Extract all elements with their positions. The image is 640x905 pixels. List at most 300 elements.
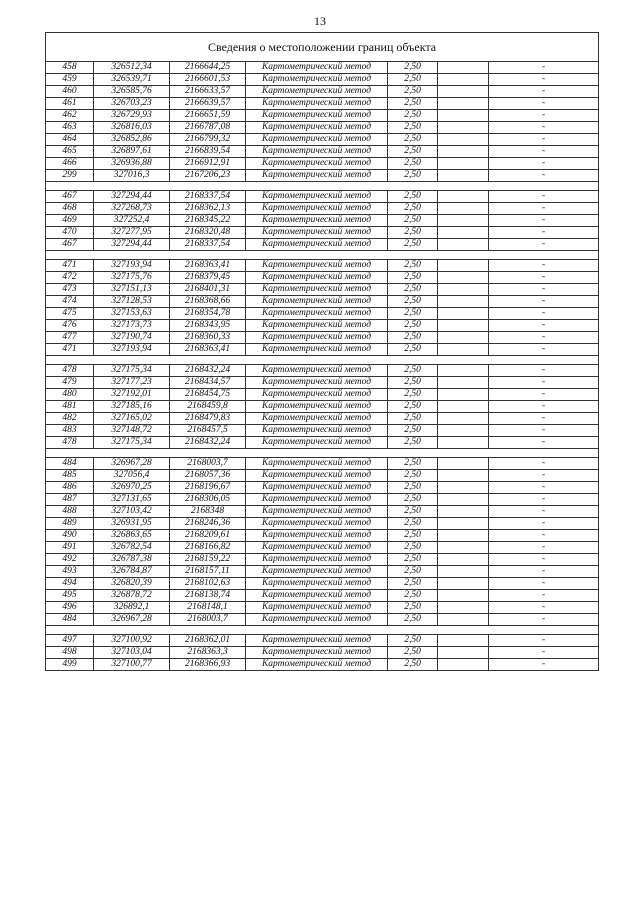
- cell-point-number: 470: [46, 227, 94, 239]
- cell-point-number: 473: [46, 284, 94, 296]
- cell-coord-x: 327193,94: [94, 260, 170, 272]
- cell-accuracy: 2,50: [388, 518, 438, 530]
- cell-description: -: [489, 413, 599, 425]
- cell-accuracy: 2,50: [388, 647, 438, 659]
- cell-extra: [438, 191, 489, 203]
- cell-coord-x: 327177,23: [94, 377, 170, 389]
- cell-extra: [438, 284, 489, 296]
- boundary-sheet: [45, 32, 598, 671]
- cell-coord-y: 2168003,7: [170, 614, 246, 626]
- separator-cell: [246, 626, 388, 635]
- table-row: [46, 62, 599, 74]
- cell-coord-y: 2168366,93: [170, 659, 246, 671]
- cell-extra: [438, 437, 489, 449]
- cell-method: Картометрический метод: [246, 470, 388, 482]
- table-row: [46, 425, 599, 437]
- cell-description: -: [489, 437, 599, 449]
- cell-point-number: 467: [46, 191, 94, 203]
- cell-description: -: [489, 98, 599, 110]
- cell-coord-x: 327165,02: [94, 413, 170, 425]
- cell-coord-x: 326967,28: [94, 458, 170, 470]
- table-row: [46, 494, 599, 506]
- table-row: [46, 170, 599, 182]
- cell-accuracy: 2,50: [388, 494, 438, 506]
- cell-description: -: [489, 86, 599, 98]
- cell-extra: [438, 389, 489, 401]
- cell-accuracy: 2,50: [388, 506, 438, 518]
- cell-description: -: [489, 506, 599, 518]
- cell-description: -: [489, 389, 599, 401]
- cell-accuracy: 2,50: [388, 332, 438, 344]
- cell-accuracy: 2,50: [388, 578, 438, 590]
- table-row: [46, 134, 599, 146]
- cell-coord-x: 326936,88: [94, 158, 170, 170]
- cell-point-number: 462: [46, 110, 94, 122]
- cell-point-number: 494: [46, 578, 94, 590]
- table-row: [46, 482, 599, 494]
- cell-description: -: [489, 554, 599, 566]
- cell-point-number: 483: [46, 425, 94, 437]
- cell-coord-x: 326729,93: [94, 110, 170, 122]
- cell-coord-x: 327277,95: [94, 227, 170, 239]
- cell-extra: [438, 518, 489, 530]
- cell-coord-y: 2168354,78: [170, 308, 246, 320]
- table-row: [46, 506, 599, 518]
- cell-point-number: 469: [46, 215, 94, 227]
- cell-point-number: 464: [46, 134, 94, 146]
- cell-point-number: 465: [46, 146, 94, 158]
- cell-coord-x: 326585,76: [94, 86, 170, 98]
- cell-method: Картометрический метод: [246, 578, 388, 590]
- cell-accuracy: 2,50: [388, 413, 438, 425]
- table-row: [46, 413, 599, 425]
- table-row: [46, 518, 599, 530]
- cell-point-number: 467: [46, 239, 94, 251]
- separator-cell: [388, 251, 438, 260]
- table-row: [46, 401, 599, 413]
- table-row: [46, 635, 599, 647]
- cell-coord-y: 2168148,1: [170, 602, 246, 614]
- cell-method: Картометрический метод: [246, 659, 388, 671]
- cell-coord-y: 2168102,63: [170, 578, 246, 590]
- cell-description: -: [489, 614, 599, 626]
- cell-description: -: [489, 470, 599, 482]
- cell-coord-x: 327056,4: [94, 470, 170, 482]
- cell-method: Картометрический метод: [246, 86, 388, 98]
- cell-coord-x: 326892,1: [94, 602, 170, 614]
- cell-method: Картометрический метод: [246, 494, 388, 506]
- page-number: 13: [314, 14, 326, 28]
- cell-coord-y: 2168363,41: [170, 260, 246, 272]
- cell-accuracy: 2,50: [388, 401, 438, 413]
- cell-method: Картометрический метод: [246, 530, 388, 542]
- cell-description: -: [489, 590, 599, 602]
- cell-point-number: 489: [46, 518, 94, 530]
- cell-coord-y: 2168306,05: [170, 494, 246, 506]
- cell-description: -: [489, 134, 599, 146]
- cell-method: Картометрический метод: [246, 389, 388, 401]
- cell-coord-x: 327185,16: [94, 401, 170, 413]
- cell-description: -: [489, 308, 599, 320]
- separator-cell: [170, 449, 246, 458]
- cell-coord-x: 327268,73: [94, 203, 170, 215]
- cell-coord-y: 2166639,57: [170, 98, 246, 110]
- separator-cell: [438, 182, 489, 191]
- table-row: [46, 74, 599, 86]
- cell-accuracy: 2,50: [388, 389, 438, 401]
- cell-coord-x: 326970,25: [94, 482, 170, 494]
- cell-coord-x: 327190,74: [94, 332, 170, 344]
- cell-description: -: [489, 566, 599, 578]
- cell-method: Картометрический метод: [246, 122, 388, 134]
- cell-extra: [438, 401, 489, 413]
- cell-point-number: 466: [46, 158, 94, 170]
- table-row: [46, 110, 599, 122]
- cell-accuracy: 2,50: [388, 296, 438, 308]
- cell-description: -: [489, 146, 599, 158]
- cell-coord-x: 327294,44: [94, 191, 170, 203]
- cell-coord-x: 327175,34: [94, 365, 170, 377]
- cell-extra: [438, 425, 489, 437]
- cell-accuracy: 2,50: [388, 566, 438, 578]
- cell-description: -: [489, 296, 599, 308]
- cell-description: -: [489, 227, 599, 239]
- table-row: [46, 344, 599, 356]
- cell-coord-y: 2168479,83: [170, 413, 246, 425]
- cell-coord-y: 2168003,7: [170, 458, 246, 470]
- cell-coord-x: 327252,4: [94, 215, 170, 227]
- cell-description: -: [489, 320, 599, 332]
- cell-accuracy: 2,50: [388, 482, 438, 494]
- cell-coord-y: 2168401,31: [170, 284, 246, 296]
- cell-extra: [438, 158, 489, 170]
- table-row: [46, 647, 599, 659]
- cell-method: Картометрический метод: [246, 62, 388, 74]
- cell-extra: [438, 458, 489, 470]
- cell-method: Картометрический метод: [246, 215, 388, 227]
- cell-point-number: 474: [46, 296, 94, 308]
- cell-extra: [438, 110, 489, 122]
- cell-accuracy: 2,50: [388, 530, 438, 542]
- cell-accuracy: 2,50: [388, 602, 438, 614]
- separator-cell: [94, 182, 170, 191]
- cell-method: Картометрический метод: [246, 437, 388, 449]
- cell-description: -: [489, 647, 599, 659]
- cell-description: -: [489, 401, 599, 413]
- table-row: [46, 146, 599, 158]
- cell-description: -: [489, 344, 599, 356]
- cell-point-number: 488: [46, 506, 94, 518]
- cell-method: Картометрический метод: [246, 647, 388, 659]
- cell-description: -: [489, 62, 599, 74]
- cell-accuracy: 2,50: [388, 86, 438, 98]
- cell-coord-x: 327100,92: [94, 635, 170, 647]
- cell-coord-x: 327131,65: [94, 494, 170, 506]
- cell-accuracy: 2,50: [388, 437, 438, 449]
- separator-cell: [438, 251, 489, 260]
- cell-accuracy: 2,50: [388, 365, 438, 377]
- cell-method: Картометрический метод: [246, 308, 388, 320]
- cell-point-number: 486: [46, 482, 94, 494]
- cell-description: -: [489, 458, 599, 470]
- cell-extra: [438, 122, 489, 134]
- cell-extra: [438, 470, 489, 482]
- cell-point-number: 475: [46, 308, 94, 320]
- cell-coord-x: 327103,42: [94, 506, 170, 518]
- cell-extra: [438, 614, 489, 626]
- cell-coord-y: 2168432,24: [170, 437, 246, 449]
- cell-extra: [438, 482, 489, 494]
- separator-cell: [438, 356, 489, 365]
- cell-extra: [438, 227, 489, 239]
- cell-coord-y: 2167206,23: [170, 170, 246, 182]
- table-row: [46, 437, 599, 449]
- separator-cell: [46, 449, 94, 458]
- cell-extra: [438, 542, 489, 554]
- separator-cell: [170, 356, 246, 365]
- cell-coord-y: 2166787,08: [170, 122, 246, 134]
- cell-point-number: 484: [46, 614, 94, 626]
- cell-extra: [438, 659, 489, 671]
- table-row: [46, 296, 599, 308]
- cell-description: -: [489, 74, 599, 86]
- cell-coord-x: 327192,01: [94, 389, 170, 401]
- cell-accuracy: 2,50: [388, 458, 438, 470]
- cell-accuracy: 2,50: [388, 320, 438, 332]
- cell-method: Картометрический метод: [246, 191, 388, 203]
- cell-description: -: [489, 170, 599, 182]
- cell-description: -: [489, 635, 599, 647]
- cell-coord-x: 327175,76: [94, 272, 170, 284]
- cell-coord-y: 2168159,22: [170, 554, 246, 566]
- cell-point-number: 497: [46, 635, 94, 647]
- cell-method: Картометрический метод: [246, 227, 388, 239]
- cell-accuracy: 2,50: [388, 542, 438, 554]
- separator-cell: [94, 626, 170, 635]
- cell-method: Картометрический метод: [246, 296, 388, 308]
- cell-coord-x: 326816,03: [94, 122, 170, 134]
- cell-method: Картометрический метод: [246, 566, 388, 578]
- cell-coord-y: 2168362,13: [170, 203, 246, 215]
- table-row: [46, 659, 599, 671]
- cell-coord-y: 2168246,36: [170, 518, 246, 530]
- group-separator: [46, 449, 599, 458]
- cell-accuracy: 2,50: [388, 227, 438, 239]
- cell-description: -: [489, 215, 599, 227]
- cell-coord-y: 2166633,57: [170, 86, 246, 98]
- cell-extra: [438, 344, 489, 356]
- cell-method: Картометрический метод: [246, 542, 388, 554]
- cell-coord-x: 326512,34: [94, 62, 170, 74]
- cell-method: Картометрический метод: [246, 614, 388, 626]
- cell-point-number: 482: [46, 413, 94, 425]
- separator-cell: [438, 626, 489, 635]
- separator-cell: [489, 356, 599, 365]
- table-row: [46, 158, 599, 170]
- cell-coord-x: 327153,63: [94, 308, 170, 320]
- cell-point-number: 492: [46, 554, 94, 566]
- cell-coord-x: 326852,86: [94, 134, 170, 146]
- cell-extra: [438, 635, 489, 647]
- cell-coord-x: 326703,23: [94, 98, 170, 110]
- cell-description: -: [489, 482, 599, 494]
- cell-method: Картометрический метод: [246, 239, 388, 251]
- cell-method: Картометрический метод: [246, 365, 388, 377]
- cell-point-number: 495: [46, 590, 94, 602]
- cell-method: Картометрический метод: [246, 506, 388, 518]
- cell-method: Картометрический метод: [246, 260, 388, 272]
- cell-coord-y: 2168343,95: [170, 320, 246, 332]
- separator-cell: [388, 626, 438, 635]
- cell-accuracy: 2,50: [388, 377, 438, 389]
- table-row: [46, 377, 599, 389]
- cell-point-number: 490: [46, 530, 94, 542]
- cell-point-number: 481: [46, 401, 94, 413]
- cell-coord-y: 2168337,54: [170, 191, 246, 203]
- cell-accuracy: 2,50: [388, 659, 438, 671]
- table-row: [46, 308, 599, 320]
- cell-method: Картометрический метод: [246, 110, 388, 122]
- cell-extra: [438, 296, 489, 308]
- cell-extra: [438, 215, 489, 227]
- cell-method: Картометрический метод: [246, 272, 388, 284]
- cell-method: Картометрический метод: [246, 74, 388, 86]
- cell-coord-y: 2168454,75: [170, 389, 246, 401]
- cell-method: Картометрический метод: [246, 518, 388, 530]
- separator-cell: [94, 251, 170, 260]
- cell-accuracy: 2,50: [388, 272, 438, 284]
- cell-extra: [438, 272, 489, 284]
- cell-description: -: [489, 602, 599, 614]
- cell-extra: [438, 602, 489, 614]
- cell-point-number: 485: [46, 470, 94, 482]
- cell-description: -: [489, 260, 599, 272]
- cell-method: Картометрический метод: [246, 413, 388, 425]
- separator-cell: [94, 356, 170, 365]
- group-separator: [46, 251, 599, 260]
- cell-extra: [438, 590, 489, 602]
- cell-accuracy: 2,50: [388, 344, 438, 356]
- table-row: [46, 602, 599, 614]
- cell-extra: [438, 308, 489, 320]
- separator-cell: [170, 182, 246, 191]
- cell-coord-y: 2168138,74: [170, 590, 246, 602]
- cell-coord-x: 326967,28: [94, 614, 170, 626]
- cell-method: Картометрический метод: [246, 320, 388, 332]
- cell-method: Картометрический метод: [246, 425, 388, 437]
- cell-extra: [438, 146, 489, 158]
- table-row: [46, 566, 599, 578]
- separator-cell: [170, 626, 246, 635]
- cell-coord-y: 2168432,24: [170, 365, 246, 377]
- cell-point-number: 487: [46, 494, 94, 506]
- cell-coord-y: 2168434,57: [170, 377, 246, 389]
- separator-cell: [489, 182, 599, 191]
- cell-coord-x: 327148,72: [94, 425, 170, 437]
- cell-method: Картометрический метод: [246, 635, 388, 647]
- cell-coord-x: 326787,38: [94, 554, 170, 566]
- cell-extra: [438, 506, 489, 518]
- cell-point-number: 459: [46, 74, 94, 86]
- cell-method: Картометрический метод: [246, 284, 388, 296]
- cell-coord-y: 2168363,3: [170, 647, 246, 659]
- cell-extra: [438, 170, 489, 182]
- cell-point-number: 458: [46, 62, 94, 74]
- separator-cell: [46, 626, 94, 635]
- cell-description: -: [489, 272, 599, 284]
- cell-accuracy: 2,50: [388, 158, 438, 170]
- cell-coord-x: 326878,72: [94, 590, 170, 602]
- cell-accuracy: 2,50: [388, 98, 438, 110]
- cell-extra: [438, 365, 489, 377]
- separator-cell: [438, 449, 489, 458]
- cell-method: Картометрический метод: [246, 134, 388, 146]
- table-row: [46, 554, 599, 566]
- cell-description: -: [489, 578, 599, 590]
- cell-method: Картометрический метод: [246, 158, 388, 170]
- cell-point-number: 476: [46, 320, 94, 332]
- cell-coord-x: 326863,65: [94, 530, 170, 542]
- table-row: [46, 191, 599, 203]
- cell-coord-x: 326782,54: [94, 542, 170, 554]
- cell-method: Картометрический метод: [246, 602, 388, 614]
- cell-coord-y: 2168459,8: [170, 401, 246, 413]
- cell-coord-y: 2168379,45: [170, 272, 246, 284]
- cell-coord-y: 2166799,32: [170, 134, 246, 146]
- cell-method: Картометрический метод: [246, 377, 388, 389]
- cell-coord-x: 327173,73: [94, 320, 170, 332]
- group-separator: [46, 626, 599, 635]
- table-row: [46, 203, 599, 215]
- cell-coord-y: 2168196,67: [170, 482, 246, 494]
- cell-coord-x: 326539,71: [94, 74, 170, 86]
- cell-description: -: [489, 365, 599, 377]
- separator-cell: [388, 356, 438, 365]
- cell-coord-y: 2168363,41: [170, 344, 246, 356]
- cell-point-number: 478: [46, 437, 94, 449]
- table-row: [46, 320, 599, 332]
- cell-accuracy: 2,50: [388, 215, 438, 227]
- cell-accuracy: 2,50: [388, 425, 438, 437]
- cell-point-number: 480: [46, 389, 94, 401]
- cell-coord-x: 327175,34: [94, 437, 170, 449]
- cell-coord-y: 2166601,53: [170, 74, 246, 86]
- cell-point-number: 299: [46, 170, 94, 182]
- cell-coord-y: 2168157,11: [170, 566, 246, 578]
- cell-accuracy: 2,50: [388, 203, 438, 215]
- cell-accuracy: 2,50: [388, 554, 438, 566]
- cell-extra: [438, 377, 489, 389]
- cell-extra: [438, 98, 489, 110]
- cell-coord-x: 327193,94: [94, 344, 170, 356]
- cell-method: Картометрический метод: [246, 170, 388, 182]
- table-row: [46, 365, 599, 377]
- table-row: [46, 470, 599, 482]
- cell-coord-y: 2168337,54: [170, 239, 246, 251]
- cell-method: Картометрический метод: [246, 482, 388, 494]
- boundary-table: [45, 32, 599, 671]
- cell-coord-x: 326897,61: [94, 146, 170, 158]
- cell-accuracy: 2,50: [388, 134, 438, 146]
- separator-cell: [170, 251, 246, 260]
- cell-accuracy: 2,50: [388, 635, 438, 647]
- cell-point-number: 484: [46, 458, 94, 470]
- cell-accuracy: 2,50: [388, 146, 438, 158]
- separator-cell: [46, 356, 94, 365]
- cell-description: -: [489, 284, 599, 296]
- cell-coord-y: 2168209,61: [170, 530, 246, 542]
- cell-description: -: [489, 518, 599, 530]
